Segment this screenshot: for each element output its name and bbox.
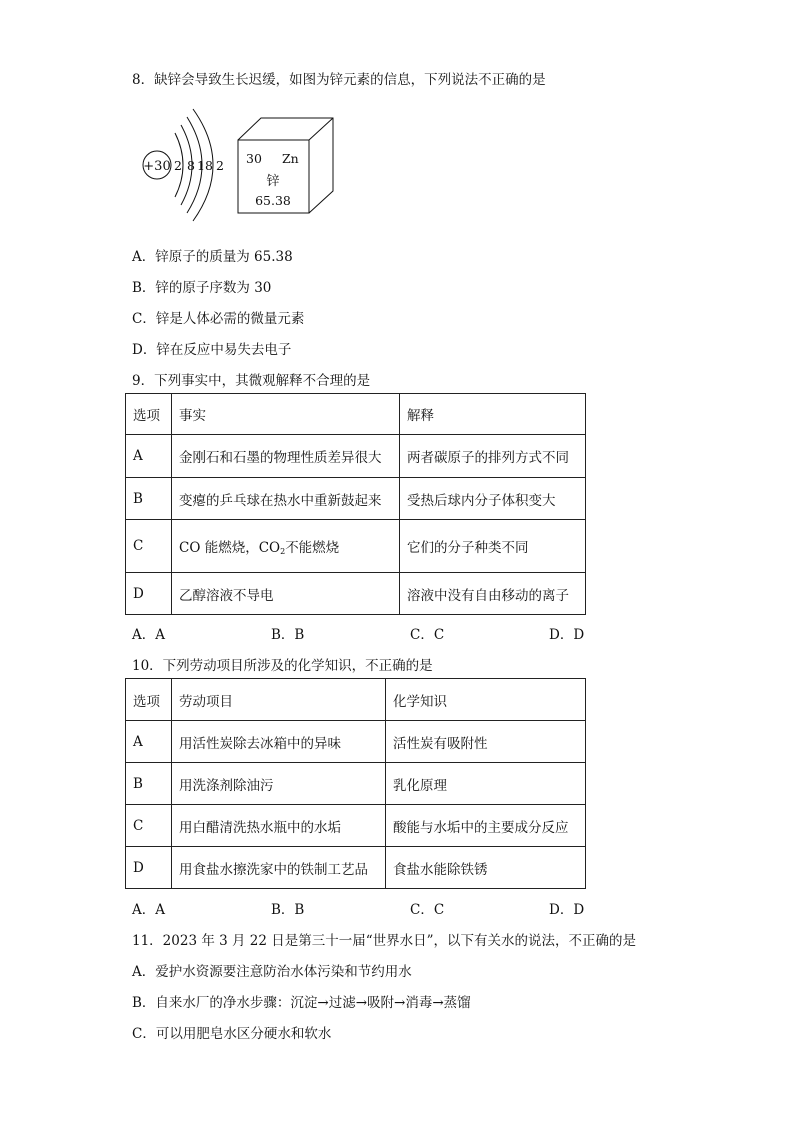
header-cell: 选项 [126, 394, 172, 435]
header-cell: 化学知识 [386, 679, 586, 721]
header-cell: 事实 [172, 394, 400, 435]
fact-cell [172, 520, 400, 573]
zinc-element-figure [135, 103, 340, 228]
shell-1-electrons: 2 [174, 158, 182, 173]
table-row [126, 478, 586, 520]
q10-answer-b: B．B [271, 902, 305, 918]
q11-option-b: B．自来水厂的净水步骤：沉淀→过滤→吸附→消毒→蒸馏 [132, 995, 471, 1011]
q9-table [125, 393, 586, 615]
nucleus-charge: +30 [143, 159, 171, 174]
chemistry-knowledge-cell: 酸能与水垢中的主要成分反应 [386, 805, 586, 847]
chemistry-knowledge-cell: 乳化原理 [386, 763, 586, 805]
option-cell: A [126, 435, 172, 478]
atomic-mass: 65.38 [255, 193, 291, 208]
table-row [126, 805, 586, 847]
header-cell: 劳动项目 [172, 679, 386, 721]
table-row [126, 573, 586, 615]
q9-stem: 9．下列事实中，其微观解释不合理的是 [132, 373, 371, 389]
table-row [126, 435, 586, 478]
atomic-number: 30 [246, 151, 262, 166]
explanation-cell: 两者碳原子的排列方式不同 [400, 435, 586, 478]
shell-2-electrons: 8 [187, 158, 195, 173]
option-cell: C [126, 805, 172, 847]
explanation-cell: 受热后球内分子体积变大 [400, 478, 586, 520]
table-header-row [126, 679, 586, 721]
fact-text-tail: 不能燃烧 [285, 540, 340, 556]
shell-3-electrons: 18 [197, 158, 213, 173]
chemistry-knowledge-cell: 食盐水能除铁锈 [386, 847, 586, 889]
q9-answer-b: B．B [271, 627, 305, 643]
q9-answer-c: C．C [410, 627, 445, 643]
option-cell: A [126, 721, 172, 763]
fact-text: CO 能燃烧，CO [179, 540, 281, 556]
option-cell: B [126, 763, 172, 805]
q8-option-b: B．锌的原子序数为 30 [132, 280, 272, 296]
labor-item-cell: 用白醋清洗热水瓶中的水垢 [172, 805, 386, 847]
q10-answer-c: C．C [410, 902, 445, 918]
table-row [126, 763, 586, 805]
labor-item-cell: 用食盐水擦洗家中的铁制工艺品 [172, 847, 386, 889]
fact-cell: 变瘪的乒乓球在热水中重新鼓起来 [172, 478, 400, 520]
q10-answer-d: D．D [549, 902, 585, 918]
q8-option-c: C．锌是人体必需的微量元素 [132, 311, 305, 327]
option-cell: D [126, 573, 172, 615]
element-symbol: Zn [282, 151, 299, 166]
q11-stem: 11．2023 年 3 月 22 日是第三十一届“世界水日”，以下有关水的说法，不正确的是 [132, 933, 637, 949]
q9-answer-a: A．A [132, 627, 165, 643]
labor-item-cell: 用活性炭除去冰箱中的异味 [172, 721, 386, 763]
q9-answer-d: D．D [549, 627, 585, 643]
subscript: 2 [280, 547, 286, 556]
fact-cell: 乙醇溶液不导电 [172, 573, 400, 615]
table-row [126, 520, 586, 573]
shell-4-electrons: 2 [216, 158, 224, 173]
element-name: 锌 [266, 174, 280, 189]
explanation-cell: 它们的分子种类不同 [400, 520, 586, 573]
header-cell: 选项 [126, 679, 172, 721]
labor-item-cell: 用洗涤剂除油污 [172, 763, 386, 805]
q10-table [125, 678, 586, 889]
option-cell: D [126, 847, 172, 889]
q8-stem: 8．缺锌会导致生长迟缓，如图为锌元素的信息，下列说法不正确的是 [132, 72, 546, 88]
table-row [126, 721, 586, 763]
periodic-table-cube [238, 118, 333, 213]
q8-option-a: A．锌原子的质量为 65.38 [132, 249, 293, 265]
q11-option-c: C．可以用肥皂水区分硬水和软水 [132, 1026, 332, 1042]
explanation-cell: 溶液中没有自由移动的离子 [400, 573, 586, 615]
table-row [126, 847, 586, 889]
table-header-row [126, 394, 586, 435]
q8-option-d: D．锌在反应中易失去电子 [132, 342, 292, 358]
zinc-atom-structure-diagram [143, 109, 224, 221]
q10-stem: 10．下列劳动项目所涉及的化学知识，不正确的是 [132, 658, 433, 674]
header-cell: 解释 [400, 394, 586, 435]
q10-answer-a: A．A [132, 902, 165, 918]
option-cell: B [126, 478, 172, 520]
q11-option-a: A．爱护水资源要注意防治水体污染和节约用水 [132, 964, 412, 980]
chemistry-knowledge-cell: 活性炭有吸附性 [386, 721, 586, 763]
option-cell: C [126, 520, 172, 573]
fact-cell: 金刚石和石墨的物理性质差异很大 [172, 435, 400, 478]
